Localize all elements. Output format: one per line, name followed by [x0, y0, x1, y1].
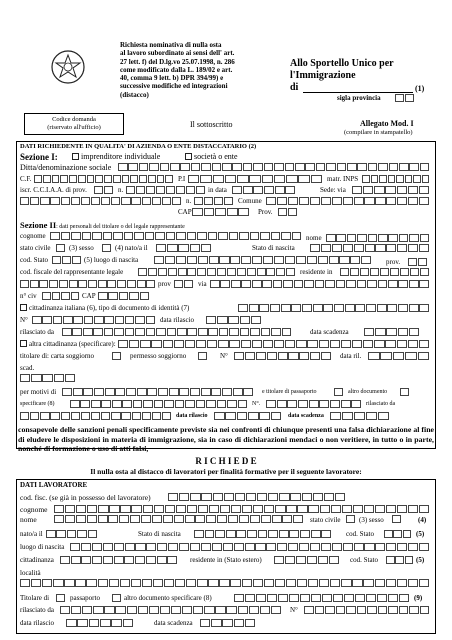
declaration-text: consapevole delle sanzioni penali specificamente previste sia nei confronti di chiunque presenti una falsa dichiarazione al fine di eludere le disposizioni in materia di immigrazione, sia in caso di dichiarazioni mendaci o non veritiere, in tutto o in parte, nonché di formazione o uso di atti falsi,	[18, 425, 434, 454]
altro-doc-label: altro documento	[348, 389, 388, 395]
worker-cod-stato-label: cod. Stato	[346, 530, 374, 538]
data-ril2-label: data rilascio	[176, 413, 208, 419]
altra-cittadinanza-boxes[interactable]	[118, 340, 430, 348]
passaporto-box[interactable]	[334, 388, 344, 396]
worker-heading: DATI LAVORATORE	[20, 481, 88, 489]
residenza-boxes[interactable]	[20, 280, 156, 288]
worker-cod-stato2-boxes[interactable]	[386, 556, 414, 564]
altro-doc-box[interactable]	[400, 388, 410, 396]
permesso-num-boxes[interactable]	[234, 352, 332, 360]
prov-label: Prov.	[258, 208, 273, 216]
prov-nascita-label: prov.	[386, 258, 401, 266]
office-di: di	[290, 82, 299, 93]
request-line-4: 40, comma 9 lett. b) DPR 394/99) e	[120, 74, 224, 83]
worker-cod-stato2-label: cod. Stato	[350, 556, 378, 564]
cognome-label: cognome	[20, 232, 46, 240]
cap-boxes[interactable]	[192, 208, 250, 216]
worker-data-scad-label: data scadenza	[154, 619, 193, 627]
worker-cognome-boxes[interactable]	[54, 505, 430, 513]
luogo-boxes[interactable]	[154, 256, 372, 264]
worker-titolare-label: Titolare di	[20, 594, 50, 602]
worker-n5: (5)	[416, 530, 425, 538]
data-ril2-boxes[interactable]	[214, 412, 282, 420]
worker-sesso-label: (3) sesso	[359, 516, 384, 524]
cciaa-n-boxes[interactable]	[126, 186, 206, 194]
cciaa-date-label: in data	[208, 186, 227, 194]
comune-label: Comune	[238, 197, 262, 205]
inps-label: matr. INPS	[327, 175, 359, 183]
prov-res-boxes[interactable]	[174, 280, 194, 288]
worker-sesso-box[interactable]	[392, 515, 402, 523]
worker-cittadinanza-label: cittadinanza	[20, 556, 54, 564]
worker-n5b: (5)	[416, 556, 425, 564]
doc-type-boxes[interactable]	[238, 304, 430, 312]
worker-altro-boxes[interactable]	[234, 594, 410, 602]
specificare-label: specificare (8)	[20, 401, 55, 407]
cap-label: CAP	[178, 208, 192, 216]
worker-data-ril-boxes[interactable]	[66, 619, 134, 627]
worker-rilasciato-label: rilasciato da	[20, 606, 55, 614]
worker-n4: (4)	[418, 516, 427, 524]
code-box[interactable]: Codice domanda (riservato all'ufficio)	[24, 113, 124, 135]
prov-res-label: prov	[158, 280, 171, 288]
sede-n-boxes[interactable]	[194, 197, 234, 205]
cf-label: C.F.	[20, 175, 32, 183]
prov-boxes[interactable]	[278, 208, 298, 216]
richiede-title: R I C H I E D E	[195, 456, 257, 466]
cciaa-prov-boxes[interactable]	[94, 186, 114, 194]
titolare-label: titolare di: carta soggiorno	[20, 352, 95, 360]
cod-stato-label: cod. Stato	[20, 256, 48, 264]
worker-luogo-boxes[interactable]	[70, 543, 430, 551]
rilasciato2-label: rilasciato da	[366, 401, 396, 407]
worker-nato-boxes[interactable]	[46, 530, 98, 538]
nato-label: (4) nato/a il	[115, 244, 148, 252]
scadenza-boxes[interactable]	[364, 328, 420, 336]
worker-cf-label: cod. fisc. (se già in possesso del lavoratore)	[20, 493, 151, 502]
cf-rapp-label: cod. fiscale del rappresentante legale	[20, 268, 124, 276]
richiede-text: Il nulla osta al distacco di lavoratori per finalità formative per il seguente lavoratore:	[90, 467, 362, 476]
via-boxes[interactable]	[210, 280, 430, 288]
request-line-6: (distacco)	[120, 90, 149, 99]
stato-civile-label: stato civile	[20, 244, 51, 252]
worker-data-ril-label: data rilascio	[20, 619, 55, 627]
attachment-label: Allegato Mod. I	[360, 119, 414, 128]
worker-stato-nascita-label: Stato di nascita	[138, 530, 181, 538]
office-sub: sigla provincia	[337, 94, 381, 102]
option-company[interactable]: società o ente	[185, 152, 238, 161]
scad-label: scad.	[20, 364, 35, 372]
office-line-1: Allo Sportello Unico per	[290, 58, 394, 69]
worker-cittadinanza-boxes[interactable]	[60, 556, 178, 564]
worker-nome-label: nome	[20, 515, 37, 524]
civ-label: n° civ	[20, 292, 37, 300]
data-scad2-boxes[interactable]	[330, 412, 390, 420]
via-label: via	[198, 280, 207, 288]
cf-boxes[interactable]	[34, 175, 174, 183]
worker-stato-civile-box[interactable]	[346, 515, 356, 523]
data-scad2-label: data scadenza	[288, 413, 324, 419]
sede-n-label: n.	[186, 197, 192, 205]
section2-heading: Sezione II: dati personali del titolare o del legale rappresentante	[20, 220, 185, 230]
worker-nato-label: nato/a il	[20, 530, 43, 538]
ril-boxes[interactable]	[368, 352, 430, 360]
worker-localita-label: località	[20, 569, 41, 577]
permesso-box[interactable]	[198, 352, 208, 360]
carta-soggiorno-box[interactable]	[112, 352, 122, 360]
motivi-boxes[interactable]	[62, 388, 254, 396]
ril-label: data ril.	[340, 352, 362, 360]
worker-n9: (9)	[414, 594, 423, 602]
luogo-label: (5) luogo di nascita	[84, 256, 139, 264]
sesso-label: (3) sesso	[69, 244, 94, 252]
option-individual[interactable]: imprenditore individuale	[72, 152, 160, 161]
prov-nascita-boxes[interactable]	[408, 258, 428, 266]
section1-label: Sezione I:	[20, 152, 58, 162]
altra-cittadinanza[interactable]: altra cittadinanza (specificare):	[20, 340, 116, 348]
section1-heading: DATI RICHIEDENTE IN QUALITA' DI AZIENDA O ENTE DISTACCATARIO (2)	[20, 143, 257, 150]
inps-boxes[interactable]	[362, 175, 430, 183]
rilasciato-boxes[interactable]	[62, 328, 292, 336]
worker-residente-label: residente in (Stato estero)	[190, 556, 262, 564]
sede-label: Sede: via	[320, 186, 346, 194]
worker-passaporto-box[interactable]	[56, 594, 66, 602]
worker-cod-stato-boxes[interactable]	[384, 530, 412, 538]
data-rilascio-boxes[interactable]	[206, 316, 262, 324]
specificare-num-boxes[interactable]	[266, 400, 362, 408]
num3-label: N°.	[252, 401, 261, 407]
doc-num-boxes[interactable]	[32, 316, 156, 324]
worker-altro-label: altro documento specificare (8)	[124, 594, 212, 602]
request-line-5: successive modifiche ed integrazioni	[120, 82, 228, 91]
worker-nome-boxes[interactable]	[54, 515, 304, 523]
worker-num-label: N°	[290, 606, 298, 614]
province-boxes[interactable]	[395, 94, 415, 102]
doc-num-label: N°	[20, 316, 28, 324]
nome-label: nome	[306, 234, 322, 242]
request-title: Richiesta nominativa di nulla osta	[120, 41, 222, 49]
worker-cognome-label: cognome	[20, 505, 48, 514]
stato-civile-box[interactable]	[56, 244, 66, 252]
worker-passaporto-label: passaporto	[70, 594, 100, 602]
permesso-label: permesso soggiorno	[130, 352, 187, 360]
comune-boxes[interactable]	[266, 197, 430, 205]
data-rilascio-label: data rilascio	[160, 316, 195, 324]
num2-label: N°	[220, 352, 228, 360]
residente-label: residente in	[300, 268, 333, 276]
passaporto-label: e titolare di passaporto	[262, 389, 317, 395]
civ-boxes[interactable]	[42, 292, 80, 300]
company-name-boxes[interactable]	[118, 163, 430, 171]
request-line-2: 27 lett. f) del D.lg.vo 25.07.1998, n. 286	[120, 57, 235, 66]
scad-boxes[interactable]	[20, 374, 76, 382]
cap-res-label: CAP	[82, 292, 96, 300]
worker-rilasciato-boxes[interactable]	[60, 606, 282, 614]
sede-boxes[interactable]	[352, 186, 430, 194]
cciaa-date-boxes[interactable]	[232, 186, 296, 194]
cciaa-label: iscr. C.C.I.A.A. di prov.	[20, 186, 87, 194]
address-boxes[interactable]	[20, 197, 182, 205]
cf-rapp-boxes[interactable]	[138, 268, 296, 276]
office-note: (1)	[415, 84, 425, 93]
worker-num-boxes[interactable]	[304, 606, 430, 614]
nome-boxes[interactable]	[326, 234, 430, 242]
request-line-1: al lavoro subordinato ai sensi dell' art.	[120, 49, 235, 58]
cap-res-boxes[interactable]	[98, 292, 150, 300]
worker-localita-boxes[interactable]	[20, 579, 430, 587]
worker-cf-boxes[interactable]	[168, 493, 346, 501]
cciaa-n-label: n.	[118, 186, 124, 194]
attachment-note: (compilare in stampatello)	[344, 129, 413, 136]
worker-stato-civile-label: stato civile	[310, 516, 341, 524]
piva-boxes[interactable]	[188, 175, 323, 183]
specificare-boxes[interactable]	[70, 400, 248, 408]
office-line-2: l'Immigrazione	[290, 70, 356, 81]
rilasciato2-boxes[interactable]	[20, 412, 172, 420]
stato-nascita-label: Stato di nascita	[252, 244, 295, 252]
piva-label: P.I	[178, 175, 186, 183]
nato-date-boxes[interactable]	[156, 244, 212, 252]
undersigned-label: Il sottoscritto	[190, 120, 233, 129]
citt-italiana[interactable]: cittadinanza italiana (6), tipo di documento di identità (7)	[20, 304, 189, 312]
republic-emblem-icon	[50, 49, 86, 85]
worker-altro-box[interactable]	[112, 594, 122, 602]
worker-residente-boxes[interactable]	[274, 556, 340, 564]
worker-stato-nascita-boxes[interactable]	[194, 530, 332, 538]
scadenza-label: data scadenza	[310, 328, 349, 336]
request-line-3: come modificato dalla L. 189/02 e art.	[120, 65, 233, 74]
worker-luogo-label: luogo di nascita	[20, 543, 65, 551]
stato-nascita-boxes[interactable]	[310, 244, 430, 252]
company-name-label: Ditta/denominazione sociale	[20, 163, 112, 172]
residente-boxes[interactable]	[340, 268, 430, 276]
rilasciato-label: rilasciato da	[20, 328, 55, 336]
worker-data-scad-boxes[interactable]	[200, 619, 256, 627]
motivi-label: per motivi di	[20, 388, 57, 396]
cognome-boxes[interactable]	[50, 232, 302, 240]
sesso-box[interactable]	[102, 244, 112, 252]
cod-stato-boxes[interactable]	[52, 256, 82, 264]
